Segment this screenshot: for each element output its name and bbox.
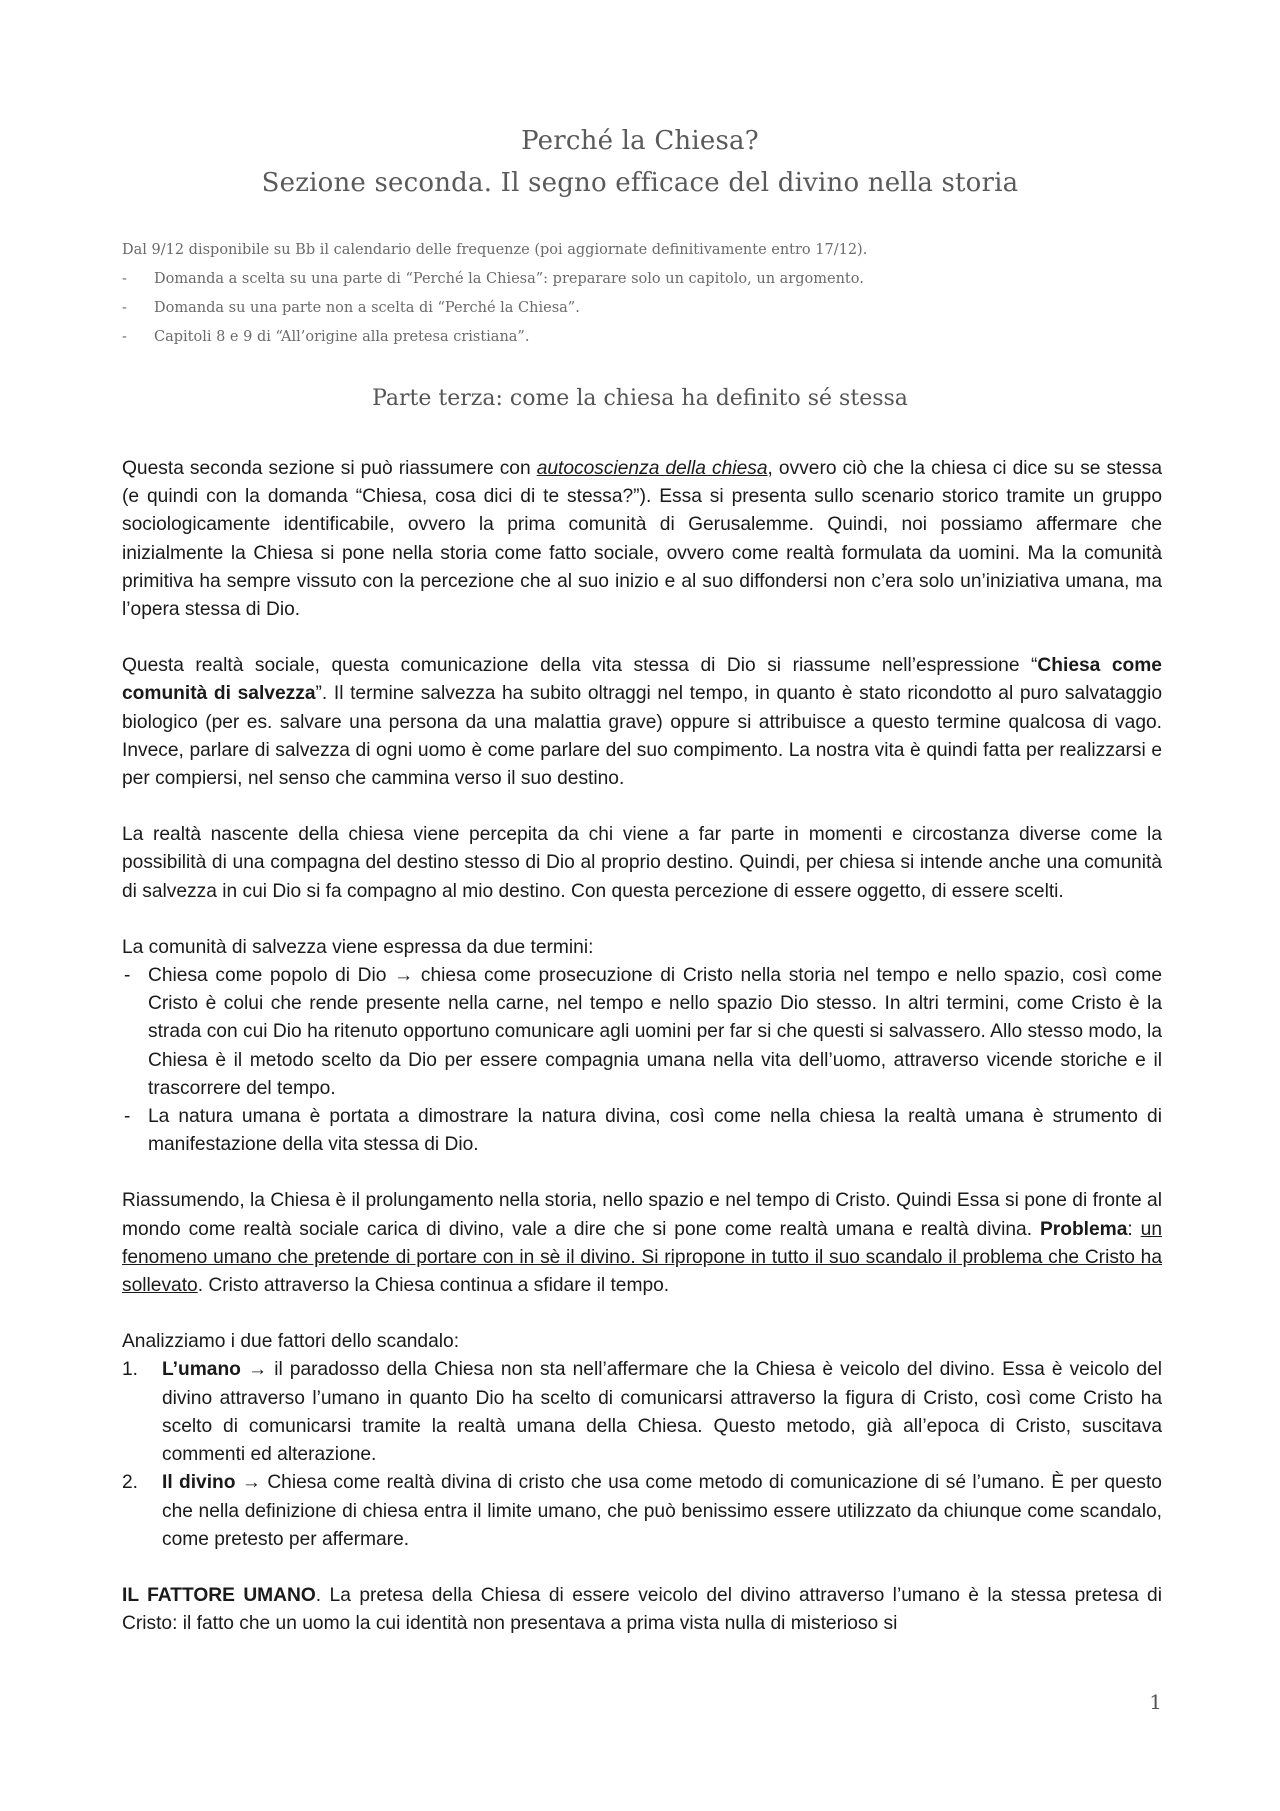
list-item: 1. L’umano → il paradosso della Chiesa non sta nell’affermare che la Chiesa è veicolo del divino. Essa è veicolo del divino attraverso l’umano in quanto Dio ha scelto di comunicarsi attraverso la figura di Cristo, così come Cristo ha scelto di comunicarsi tramite la realtà umana della Chiesa. Questo metodo, già all’epoca di Cristo, suscitava commenti ed alterazione. (122, 1359, 1162, 1466)
numbered-list (122, 1356, 1162, 1553)
notice-line: Dal 9/12 disponibile su Bb il calendario delle frequenze (poi aggiornate definitivamente entro 17/12). (122, 242, 868, 258)
page-number: 1 (1149, 1690, 1162, 1714)
underlined-text: un fenomeno umano che pretende di portare con in sè il divino. Si ripropone in tutto il suo scandalo il problema che Cristo ha sollevato (122, 1218, 1162, 1297)
page-subtitle: Sezione seconda. Il segno efficace del divino nella storia (261, 168, 1019, 198)
notice-item: - Domanda su una parte non a scelta di “Perché la Chiesa”. (122, 294, 1162, 323)
document-body (122, 455, 1162, 1666)
list-intro: La comunità di salvezza viene espressa da due termini: (122, 936, 594, 958)
bold-term: IL FATTORE UMANO (122, 1584, 316, 1606)
paragraph-salvezza: Questa realtà sociale, questa comunicazione della vita stessa di Dio si riassume nell’espressione “Chiesa come comunità di salvezza”. Il termine salvezza ha subito oltraggi nel tempo, in quanto è stato ricondotto al puro salvataggio biologico (per es. salvare una persona da una malattia grave) oppure si attribuisce a questo termine qualcosa di vago. Invece, parlare di salvezza di ogni uomo è come parlare del suo compimento. La nostra vita è quindi fatta per realizzarsi e per compiersi, nel senso che cammina verso il suo destino. (122, 655, 1162, 790)
list-item: 2. Il divino → Chiesa come realtà divina di cristo che usa come metodo di comunicazione di sé l’umano. È per questo che nella definizione di chiesa entra il limite umano, che può benissimo essere utilizzato da chiunque come scandalo, come pretesto per affermare. (122, 1472, 1162, 1550)
bold-term: Problema (1039, 1218, 1128, 1240)
list-intro: Analizziamo i due fattori dello scandalo: (122, 1331, 460, 1353)
dash-list (122, 962, 1162, 1159)
notice-item: - Domanda a scelta su una parte di “Perché la Chiesa”: preparare solo un capitolo, un argomento. (122, 265, 1162, 294)
paragraph-intro: Questa seconda sezione si può riassumere con autocoscienza della chiesa, ovvero ciò che la chiesa ci dice su se stessa (e quindi con la domanda “Chiesa, cosa dici di te stessa?”). Essa si presenta sullo scenario storico tramite un gruppo sociologicamente identificabile, ovvero la prima comunità di Gerusalemme. Quindi, noi possiamo affermare che inizialmente la Chiesa si pone nella storia come fatto sociale, ovvero come realtà formulata da uomini. Ma la comunità primitiva ha sempre vissuto con la percezione che al suo inizio e al suo diffondersi non c’era solo un’iniziativa umana, ma l’opera stessa di Dio. (122, 458, 1162, 621)
paragraph-realta: La realtà nascente della chiesa viene percepita da chi viene a far parte in momenti e circostanza diverse come la possibilità di una compagna del destino stesso di Dio al proprio destino. Quindi, per chiesa si intende anche una comunità di salvezza in cui Dio si fa compagno al mio destino. Con questa percezione di essere oggetto, di essere scelti. (122, 824, 1162, 902)
section-heading: Parte terza: come la chiesa ha definito sé stessa (372, 386, 908, 411)
title-block (0, 120, 1280, 204)
notice-item: - Capitoli 8 e 9 di “All’origine alla pretesa cristiana”. (122, 323, 1162, 352)
emphasis-term: autocoscienza della chiesa (536, 458, 768, 479)
paragraph-fattore-umano: IL FATTORE UMANO. La pretesa della Chiesa di essere veicolo del divino attraverso l’umano è la stessa pretesa di Cristo: il fatto che un uomo la cui identità non presentava a prima vista nulla di misterioso si (122, 1584, 1162, 1635)
bold-term: Chiesa come comunità di salvezza (122, 655, 1162, 705)
list-item: - La natura umana è portata a dimostrare la natura divina, così come nella chiesa la realtà umana è strumento di manifestazione della vita stessa di Dio. (122, 1103, 1162, 1159)
notice-block (122, 236, 1162, 352)
page-title: Perché la Chiesa? (521, 126, 759, 156)
paragraph-riassumendo: Riassumendo, la Chiesa è il prolungamento nella storia, nello spazio e nel tempo di Cristo. Quindi Essa si pone di fronte al mondo come realtà sociale carica di divino, vale a dire che si pone come realtà umana e realtà divina. Problema: un fenomeno umano che pretende di portare con in sè il divino. Si ripropone in tutto il suo scandalo il problema che Cristo ha sollevato. Cristo attraverso la Chiesa continua a sfidare il tempo. (122, 1190, 1162, 1297)
list-item: - Chiesa come popolo di Dio → chiesa come prosecuzione di Cristo nella storia nel tempo e nello spazio, così come Cristo è colui che rende presente nella carne, nel tempo e nello spazio Dio stesso. In altri termini, come Cristo è la strada con cui Dio ha ritenuto opportuno comunicare agli uomini per far si che questi si salvassero. Allo stesso modo, la Chiesa è il metodo scelto da Dio per essere compagnia umana nella vita dell’uomo, attraverso vicende storiche e il trascorrere del tempo. (122, 962, 1162, 1103)
